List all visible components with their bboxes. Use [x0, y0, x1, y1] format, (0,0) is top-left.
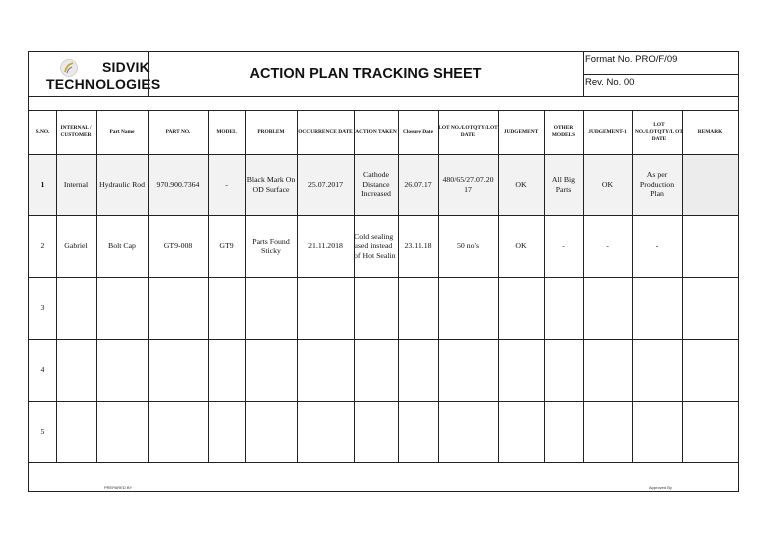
row-4-sno: 4 [40, 365, 45, 375]
row-1-remark [682, 154, 738, 215]
row-1-occurrence-date: 25.07.2017 [307, 179, 344, 189]
format-number: Format No. PRO/F/09 [585, 54, 678, 65]
row-1-problem: Black Mark On OD Surface [246, 175, 296, 194]
column-header-other-models: OTHER MODELS [551, 125, 576, 138]
prepared-by-label: PREPARED BY [104, 485, 133, 490]
row-2-lot-no-2: - [655, 241, 659, 251]
row-2-model: GT9 [219, 241, 234, 251]
column-header-part-name: Part Name [109, 128, 135, 135]
row-1-closure-date: 26.07.17 [404, 179, 432, 189]
row-3-sno: 3 [40, 303, 45, 313]
row-2-remark [682, 215, 738, 277]
company-name-line2: TECHNOLOGIES [46, 76, 161, 92]
action-plan-sheet [28, 51, 739, 492]
column-header-judgement-1: JUDGEMENT-1 [588, 128, 627, 135]
revision-number: Rev. No. 00 [585, 77, 635, 88]
row-1-model: - [225, 179, 228, 189]
column-header-sno: S.NO. [35, 128, 50, 135]
row-1-action-taken: Cathode Distance Increased [361, 170, 391, 199]
column-header-judgement: JUDGEMENT [503, 128, 539, 135]
row-2-part-no: GT9-008 [163, 241, 193, 251]
row-1-part-no: 970.900.7364 [156, 179, 200, 189]
column-header-lot-no: LOT NO./LOTQTY/LOT DATE [438, 125, 498, 138]
row-2-closure-date: 23.11.18 [404, 241, 432, 251]
row-2-problem: Parts Found Sticky [252, 236, 290, 255]
column-header-problem: PROBLEM [257, 128, 285, 135]
column-header-lot-no-2: LOT NO./LOTQTY/L OT DATE [635, 121, 683, 142]
row-2-judgement: OK [515, 241, 527, 251]
row-2-other-models: - [562, 241, 565, 251]
row-1-internal-customer: Internal [63, 179, 89, 189]
company-name-line1: SIDVIK [102, 59, 150, 75]
row-2-action-taken: Cold sealing used instead of Hot Sealin [354, 231, 396, 260]
row-2-internal-customer: Gabriel [64, 241, 88, 251]
row-1-sno: 1 [40, 179, 45, 189]
approved-by-label: Approved By [649, 485, 672, 490]
column-header-remark: REMARK [697, 128, 723, 135]
row-1-other-models: All Big Parts [551, 175, 576, 194]
row-5-sno: 5 [40, 426, 45, 436]
column-header-closure-date: Closure Date [403, 128, 433, 135]
row-2-lot-no: 50 no's [457, 241, 479, 251]
column-header-internal-customer: INTERNAL / CUSTOMER [60, 125, 92, 138]
row-2-judgement-1: - [606, 241, 609, 251]
sheet-title: ACTION PLAN TRACKING SHEET [249, 66, 482, 82]
row-2-occurrence-date: 21.11.2018 [308, 241, 343, 251]
row-1-part-name: Hydraulic Rod [98, 179, 146, 189]
column-header-part-no: PART NO. [165, 128, 191, 135]
row-1-lot-no: 480/65/27.07.20 17 [442, 175, 494, 194]
row-1-judgement-1: OK [601, 179, 614, 189]
row-1-judgement: OK [515, 179, 527, 189]
row-2-part-name: Bolt Cap [108, 241, 136, 251]
column-header-model: MODEL [216, 128, 237, 135]
column-header-occurrence-date: OCCURRENCE DATE [298, 128, 353, 135]
row-1-lot-no-2: As per Production Plan [639, 170, 675, 199]
company-logo-block [29, 52, 161, 96]
column-header-action-taken: ACTION TAKEN [355, 128, 397, 135]
row-2-sno: 2 [40, 241, 45, 251]
company-logo-icon [59, 58, 79, 78]
